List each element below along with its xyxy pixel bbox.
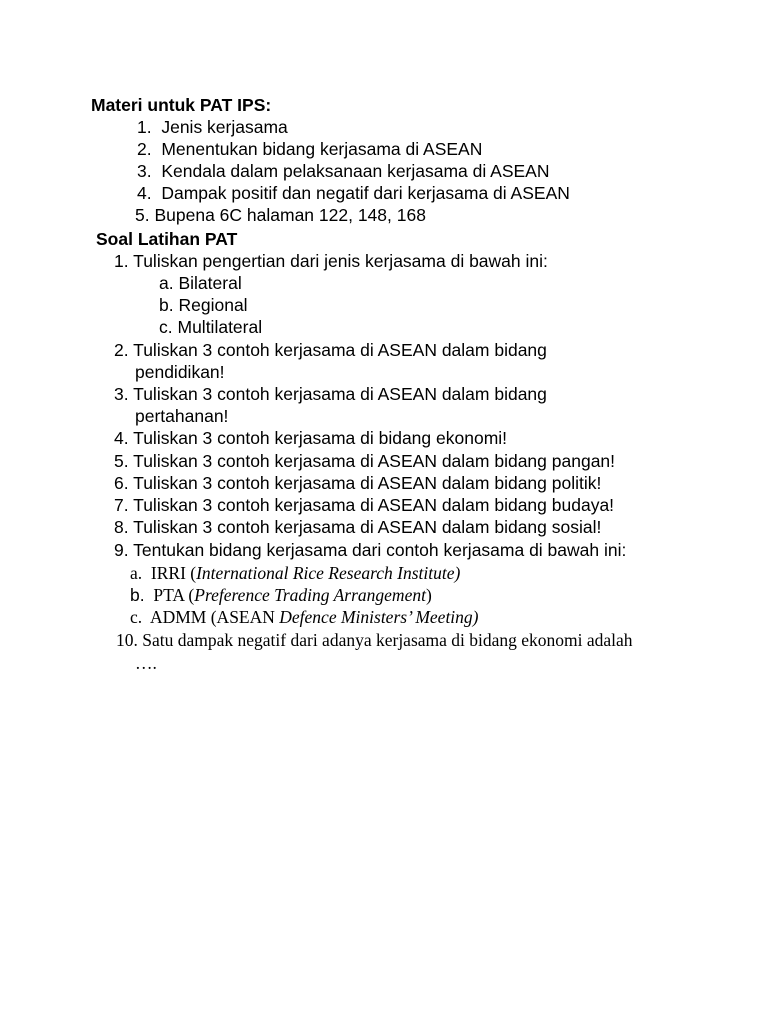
materi-item-4 <box>137 182 570 204</box>
question-7 <box>114 494 614 516</box>
question-10 <box>116 629 633 651</box>
option-letter: b. <box>130 585 145 605</box>
materi-item-number: 3. <box>137 161 152 181</box>
question-number: 7. <box>114 495 129 515</box>
question-text: Tuliskan 3 contoh kerjasama di ASEAN dalam bidang pangan! <box>133 451 616 471</box>
question-5 <box>114 450 615 472</box>
question-number: 6. <box>114 473 129 493</box>
question-number: 3. <box>114 384 129 404</box>
option-letter: a. <box>159 273 174 293</box>
question-1-option-a <box>159 272 242 294</box>
question-number: 9. <box>114 540 129 560</box>
option-full-name: Preference Trading Arrangement <box>194 585 426 605</box>
question-number: 10. <box>116 630 138 650</box>
question-number: 8. <box>114 517 129 537</box>
option-text: Multilateral <box>177 317 263 337</box>
materi-item-text: Kendala dalam pelaksanaan kerjasama di ASEAN <box>161 161 550 181</box>
question-text: Tuliskan 3 contoh kerjasama di ASEAN dalam bidang sosial! <box>133 517 602 537</box>
question-2-continuation: pendidikan! <box>135 362 225 382</box>
materi-heading: Materi untuk PAT IPS: <box>91 95 272 115</box>
question-number: 5. <box>114 451 129 471</box>
question-8 <box>114 516 601 538</box>
materi-item-number: 4. <box>137 183 152 203</box>
question-4 <box>114 427 507 449</box>
question-1-option-c <box>159 316 262 338</box>
materi-item-number: 5. <box>135 205 150 225</box>
question-3 <box>114 383 547 405</box>
question-1-option-b <box>159 294 248 316</box>
question-number: 2. <box>114 340 129 360</box>
option-abbreviation: ADMM (ASEAN <box>149 607 280 627</box>
question-text: Tuliskan 3 contoh kerjasama di ASEAN dalam bidang politik! <box>133 473 602 493</box>
question-text: Satu dampak negatif dari adanya kerjasama di bidang ekonomi adalah <box>142 630 633 650</box>
question-text: Tuliskan 3 contoh kerjasama di ASEAN dalam bidang <box>133 340 547 360</box>
soal-heading: Soal Latihan PAT <box>96 229 238 249</box>
question-text: Tuliskan 3 contoh kerjasama di bidang ekonomi! <box>133 428 508 448</box>
option-text: Bilateral <box>178 273 242 293</box>
option-close: ) <box>425 585 432 605</box>
option-full-name: International Rice Research Institute) <box>196 563 461 583</box>
question-text: Tuliskan 3 contoh kerjasama di ASEAN dalam bidang budaya! <box>133 495 615 515</box>
question-6 <box>114 472 601 494</box>
materi-item-text: Dampak positif dan negatif dari kerjasama di ASEAN <box>161 183 570 203</box>
question-9-option-c <box>130 606 479 628</box>
materi-item-text: Menentukan bidang kerjasama di ASEAN <box>161 139 483 159</box>
question-3-continuation: pertahanan! <box>135 406 229 426</box>
question-text: Tuliskan pengertian dari jenis kerjasama di bawah ini: <box>133 251 548 271</box>
question-text: Tuliskan 3 contoh kerjasama di ASEAN dalam bidang <box>133 384 547 404</box>
question-9 <box>114 539 626 561</box>
materi-item-number: 1. <box>137 117 152 137</box>
question-number: 4. <box>114 428 129 448</box>
option-letter: c. <box>159 317 173 337</box>
materi-item-1 <box>137 116 288 138</box>
materi-item-number: 2. <box>137 139 152 159</box>
option-abbreviation: PTA ( <box>153 585 195 605</box>
option-letter: c. <box>130 607 143 627</box>
materi-item-2 <box>137 138 482 160</box>
question-9-option-b <box>130 584 432 606</box>
materi-item-text: Bupena 6C halaman 122, 148, 168 <box>154 205 426 225</box>
option-abbreviation: IRRI ( <box>150 563 197 583</box>
question-9-option-a <box>130 562 460 584</box>
option-letter: b. <box>159 295 174 315</box>
materi-item-text: Jenis kerjasama <box>161 117 288 137</box>
question-number: 1. <box>114 251 129 271</box>
materi-item-5 <box>135 204 426 226</box>
option-text: Regional <box>178 295 248 315</box>
question-10-continuation: …. <box>135 653 157 673</box>
question-text: Tentukan bidang kerjasama dari contoh kerjasama di bawah ini: <box>133 540 627 560</box>
option-letter: a. <box>130 563 143 583</box>
option-full-name: Defence Ministers’ Meeting) <box>279 607 479 627</box>
materi-item-3 <box>137 160 550 182</box>
question-1 <box>114 250 548 272</box>
question-2 <box>114 339 547 361</box>
